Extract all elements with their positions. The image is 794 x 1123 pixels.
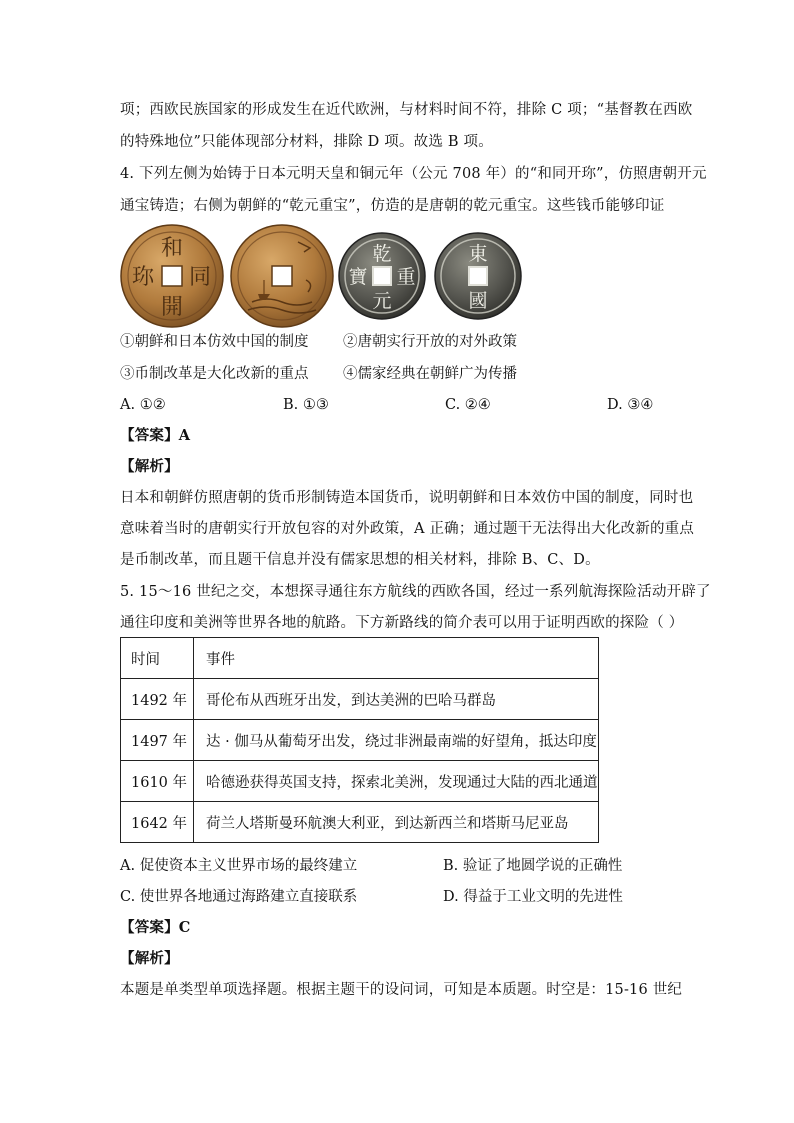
table-cell-year: 1610 年 — [121, 761, 194, 802]
table-header-time: 时间 — [121, 638, 194, 679]
coin1-char-top: 和 — [160, 236, 184, 261]
q4-choice-c: C. ②④ — [445, 397, 491, 413]
q5-choice-d: D. 得益于工业文明的先进性 — [443, 889, 623, 905]
q4-choice-d: D. ③④ — [607, 397, 654, 413]
q4-analysis-line-1: 日本和朝鲜仿照唐朝的货币形制铸造本国货币，说明朝鲜和日本效仿中国的制度，同时也 — [120, 490, 694, 506]
table-cell-year: 1492 年 — [121, 679, 194, 720]
coin1-char-left: 珎 — [131, 265, 155, 290]
table-header-event: 事件 — [194, 638, 599, 679]
table-row — [121, 802, 599, 843]
intro-line-2: 的特殊地位”只能体现部分材料，排除 D 项。故选 B 项。 — [120, 134, 493, 150]
coin-images — [120, 222, 530, 330]
q5-stem-line-2: 通往印度和美洲等世界各地的航路。下方新路线的简介表可以用于证明西欧的探险（ ） — [120, 615, 684, 631]
q5-analysis-title: 【解析】 — [120, 950, 179, 967]
q5-choice-a: A. 促使资本主义世界市场的最终建立 — [120, 858, 358, 874]
coin4-char-top: 東 — [468, 243, 488, 265]
table-row — [121, 761, 599, 802]
coin4-char-bottom: 國 — [468, 290, 488, 312]
q4-choice-b: B. ①③ — [283, 397, 329, 413]
table-cell-year: 1497 年 — [121, 720, 194, 761]
coins-svg — [120, 222, 530, 330]
table-row — [121, 720, 599, 761]
q5-analysis-line-1: 本题是单类型单项选择题。根据主题干的设问词，可知是本质题。时空是：15-16 世纪 — [120, 982, 683, 998]
table-cell-event: 达 · 伽马从葡萄牙出发，绕过非洲最南端的好望角，抵达印度 — [194, 720, 599, 761]
coin-dongguk — [435, 233, 521, 319]
coin1-char-bottom: 開 — [160, 295, 184, 320]
coin-reverse-ship — [231, 225, 333, 327]
q4-answer: 【答案】A — [120, 427, 191, 444]
table-cell-event: 哥伦布从西班牙出发，到达美洲的巴哈马群岛 — [194, 679, 599, 720]
q4-analysis-title: 【解析】 — [120, 458, 179, 475]
q5-choice-c: C. 使世界各地通过海路建立直接联系 — [120, 889, 358, 905]
q4-statement-4: ④儒家经典在朝鲜广为传播 — [343, 366, 517, 382]
table-cell-event: 荷兰人塔斯曼环航澳大利亚，到达新西兰和塔斯马尼亚岛 — [194, 802, 599, 843]
table-header-row — [121, 638, 599, 679]
q5-choice-b: B. 验证了地圆学说的正确性 — [443, 858, 623, 874]
table-row — [121, 679, 599, 720]
q4-analysis-line-2: 意味着当时的唐朝实行开放包容的对外政策，A 正确；通过题干无法得出大化改新的重点 — [120, 521, 695, 537]
q4-analysis-line-3: 是币制改革，而且题干信息并没有儒家思想的相关材料，排除 B、C、D。 — [120, 552, 600, 568]
q4-statement-3: ③币制改革是大化改新的重点 — [120, 366, 309, 382]
q5-stem-line-1: 5. 15～16 世纪之交，本想探寻通往东方航线的西欧各国，经过一系列航海探险活动开辟了 — [120, 584, 711, 600]
coin1-char-right: 同 — [188, 265, 212, 290]
coin3-char-bottom: 元 — [372, 290, 392, 312]
table-cell-event: 哈德逊获得英国支持，探索北美洲，发现通过大陆的西北通道 — [194, 761, 599, 802]
coin-qianyuan — [339, 233, 425, 319]
intro-line-1: 项；西欧民族国家的形成发生在近代欧洲，与材料时间不符，排除 C 项；“基督教在西欧 — [120, 102, 693, 118]
table-cell-year: 1642 年 — [121, 802, 194, 843]
exploration-table — [120, 637, 599, 843]
q4-stem-line-1: 4. 下列左侧为始铸于日本元明天皇和铜元年（公元 708 年）的“和同开珎”，仿照唐朝开元 — [120, 166, 707, 182]
coin3-char-top: 乾 — [372, 243, 392, 265]
coin3-char-left: 寶 — [348, 266, 368, 288]
coin3-char-right: 重 — [396, 266, 416, 288]
q4-statement-2: ②唐朝实行开放的对外政策 — [343, 334, 517, 350]
coin-wadokaichin — [121, 225, 223, 327]
q4-choice-a: A. ①② — [120, 397, 166, 413]
q5-answer: 【答案】C — [120, 919, 191, 936]
q4-statement-1: ①朝鲜和日本仿效中国的制度 — [120, 334, 309, 350]
q4-stem-line-2: 通宝铸造；右侧为朝鲜的“乾元重宝”，仿造的是唐朝的乾元重宝。这些钱币能够印证 — [120, 198, 665, 214]
